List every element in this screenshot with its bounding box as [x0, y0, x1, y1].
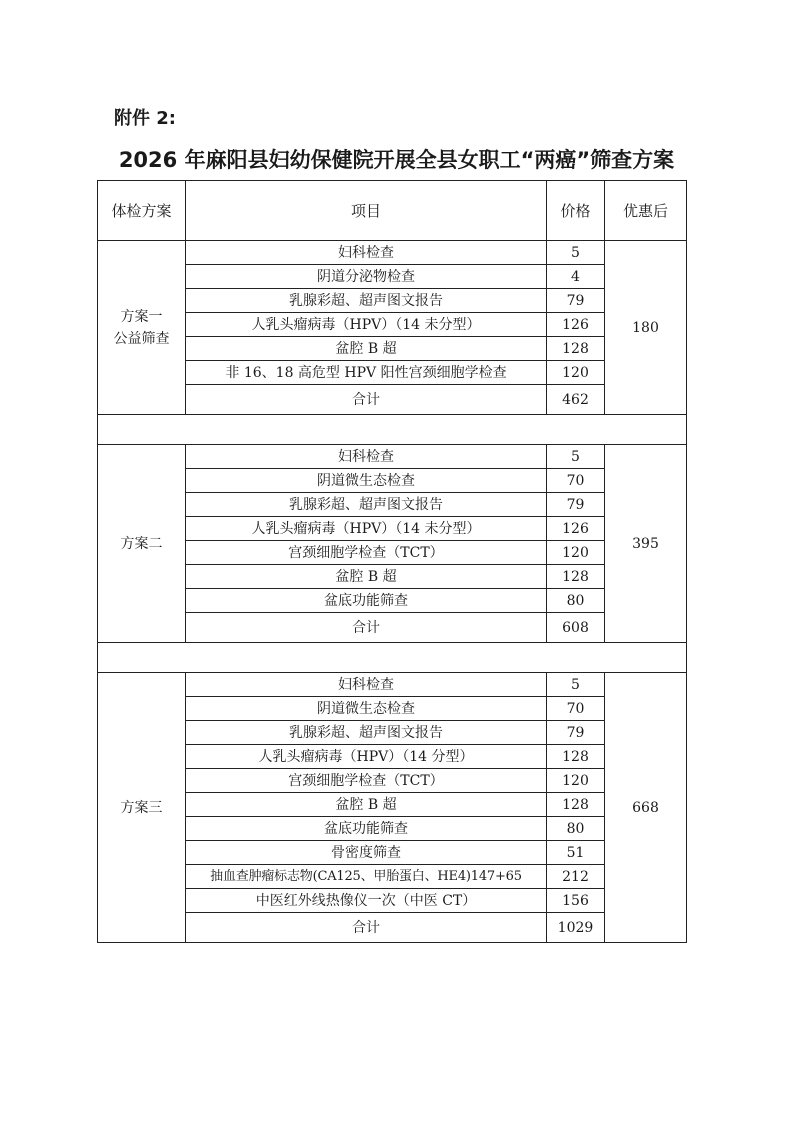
table-body: [98, 241, 687, 943]
total-row: [98, 385, 687, 415]
price-cell: 79: [547, 721, 605, 745]
price-cell: 126: [547, 517, 605, 541]
table-header-row: [98, 181, 687, 241]
item-cell: 骨密度筛查: [186, 841, 547, 865]
table-row: [98, 697, 687, 721]
table-row: [98, 445, 687, 469]
item-cell: 妇科检查: [186, 673, 547, 697]
price-cell: 5: [547, 445, 605, 469]
price-cell: 156: [547, 889, 605, 913]
price-cell: 120: [547, 541, 605, 565]
table-row: [98, 745, 687, 769]
total-label-cell: 合计: [186, 613, 547, 643]
item-cell: 宫颈细胞学检查（TCT）: [186, 541, 547, 565]
price-cell: 70: [547, 469, 605, 493]
item-cell: 盆底功能筛查: [186, 817, 547, 841]
item-cell: 盆底功能筛查: [186, 589, 547, 613]
header-discount: 优惠后: [605, 181, 687, 241]
total-label-cell: 合计: [186, 385, 547, 415]
price-cell: 80: [547, 589, 605, 613]
price-cell: 79: [547, 289, 605, 313]
price-cell: 70: [547, 697, 605, 721]
discount-price-cell: 668: [605, 673, 687, 943]
table-row: [98, 469, 687, 493]
total-row: [98, 913, 687, 943]
item-cell: 乳腺彩超、超声图文报告: [186, 493, 547, 517]
price-cell: 212: [547, 865, 605, 889]
price-cell: 128: [547, 565, 605, 589]
separator-row: [98, 643, 687, 673]
price-cell: 80: [547, 817, 605, 841]
price-cell: 128: [547, 793, 605, 817]
price-cell: 128: [547, 745, 605, 769]
item-cell: 人乳头瘤病毒（HPV）（14 未分型）: [186, 517, 547, 541]
item-cell: 乳腺彩超、超声图文报告: [186, 289, 547, 313]
table-row: [98, 673, 687, 697]
price-cell: 5: [547, 673, 605, 697]
table-row: [98, 841, 687, 865]
table-row: [98, 289, 687, 313]
item-cell: 盆腔 B 超: [186, 565, 547, 589]
total-row: [98, 613, 687, 643]
header-price: 价格: [547, 181, 605, 241]
item-cell: 乳腺彩超、超声图文报告: [186, 721, 547, 745]
item-cell: 人乳头瘤病毒（HPV）（14 分型）: [186, 745, 547, 769]
total-value-cell: 608: [547, 613, 605, 643]
discount-price-cell: 180: [605, 241, 687, 415]
item-cell: 阴道微生态检查: [186, 469, 547, 493]
header-plan: 体检方案: [98, 181, 186, 241]
price-cell: 120: [547, 769, 605, 793]
item-cell: 妇科检查: [186, 241, 547, 265]
item-cell: 人乳头瘤病毒（HPV）（14 未分型）: [186, 313, 547, 337]
item-cell: 非 16、18 高危型 HPV 阳性宫颈细胞学检查: [186, 361, 547, 385]
table-row: [98, 721, 687, 745]
plan-name-cell: 方案二: [98, 445, 186, 643]
item-cell: 妇科检查: [186, 445, 547, 469]
table-row: [98, 517, 687, 541]
table-row: [98, 793, 687, 817]
total-label-cell: 合计: [186, 913, 547, 943]
separator-cell: [98, 415, 687, 445]
table-row: [98, 265, 687, 289]
price-cell: 126: [547, 313, 605, 337]
item-cell: 阴道微生态检查: [186, 697, 547, 721]
document-title: 2026 年麻阳县妇幼保健院开展全县女职工“两癌”筛查方案: [118, 148, 675, 172]
item-cell: 盆腔 B 超: [186, 337, 547, 361]
item-cell: 中医红外线热像仪一次（中医 CT）: [186, 889, 547, 913]
screening-plan-table: [97, 180, 687, 943]
table-row: [98, 769, 687, 793]
total-value-cell: 1029: [547, 913, 605, 943]
item-cell: 阴道分泌物检查: [186, 265, 547, 289]
price-cell: 79: [547, 493, 605, 517]
attachment-label: 附件 2:: [114, 108, 176, 129]
table-row: [98, 313, 687, 337]
table-row: [98, 889, 687, 913]
plan-name-cell: 方案三: [98, 673, 186, 943]
item-cell: 抽血查肿瘤标志物(CA125、甲胎蛋白、HE4)147+65: [186, 865, 547, 889]
price-cell: 4: [547, 265, 605, 289]
item-cell: 宫颈细胞学检查（TCT）: [186, 769, 547, 793]
separator-cell: [98, 643, 687, 673]
total-value-cell: 462: [547, 385, 605, 415]
price-cell: 128: [547, 337, 605, 361]
price-cell: 120: [547, 361, 605, 385]
table-row: [98, 589, 687, 613]
discount-price-cell: 395: [605, 445, 687, 643]
table-row: [98, 865, 687, 889]
price-cell: 51: [547, 841, 605, 865]
table-row: [98, 241, 687, 265]
price-cell: 5: [547, 241, 605, 265]
table-row: [98, 337, 687, 361]
plan-name-cell: 方案一 公益筛查: [98, 241, 186, 415]
table-row: [98, 541, 687, 565]
header-item: 项目: [186, 181, 547, 241]
table-row: [98, 361, 687, 385]
item-cell: 盆腔 B 超: [186, 793, 547, 817]
table-row: [98, 817, 687, 841]
table-row: [98, 565, 687, 589]
table-row: [98, 493, 687, 517]
separator-row: [98, 415, 687, 445]
